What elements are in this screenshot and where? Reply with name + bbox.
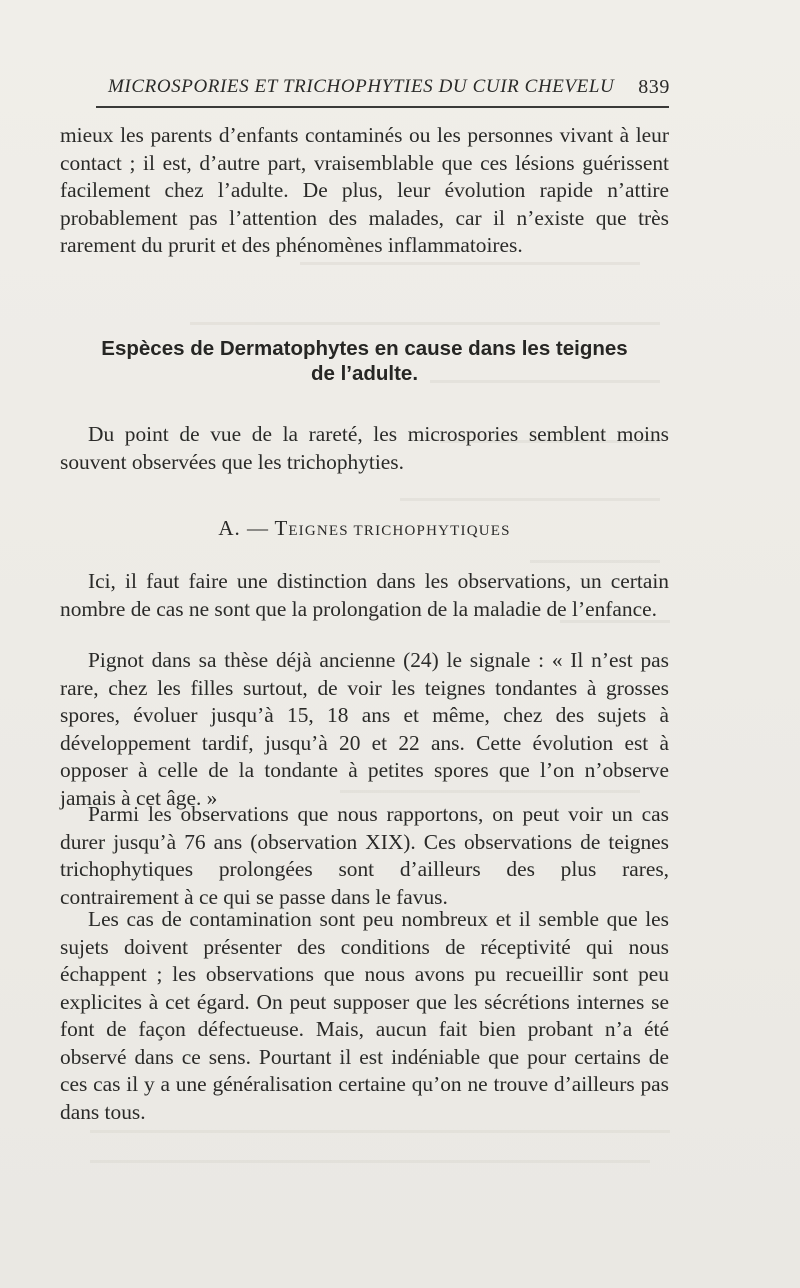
section-paragraph: Du point de vue de la rareté, les microspories semblent moins souvent observées que les trichophyties. <box>60 422 669 474</box>
paragraph-4: Les cas de contamination sont peu nombreux et il semble que les sujets doivent présenter des conditions de réceptivité qui nous échappent ; les observations que nous avons pu recueillir sont peu explicites à cet égard. On peut supposer que les sécrétions internes se font de façon défectueuse. Mais, aucun fait bien probant n’a été observé dans ce sens. Pourtant il est indéniable que pour certains de ces cas il y a une généralisation certaine qu’on ne trouve d’ailleurs pas dans tous. <box>60 907 669 1124</box>
paragraph-2: Pignot dans sa thèse déjà ancienne (24) le signale : « Il n’est pas rare, chez les filles surtout, de voir les teignes tondantes à grosses spores, évoluer jusqu’à 15, 18 ans et même, chez des sujets à développement tardif, jusqu’à 20 et 22 ans. Cette évolution est à opposer à celle de la tondante à petites spores que l’on n’observe jamais à cet âge. » <box>60 648 669 810</box>
subsection-word: EIGNES TRICHOPHYTIQUES <box>288 523 511 539</box>
subsection-title <box>60 516 669 541</box>
page-number: 839 <box>638 76 670 98</box>
subsection-letter: A. — <box>218 516 269 540</box>
section-title-line-2: de l’adulte. <box>310 362 419 385</box>
section-title <box>60 336 669 386</box>
intro-paragraph: mieux les parents d’enfants contaminés ou les personnes vivant à leur contact ; il est, d’autre part, vraisemblable que ces lésions guérissent facilement chez l’adulte. De plus, leur évolution rapide n’attire probablement pas l’attention des malades, car il n’existe que très rarement du prurit et des phénomènes inflammatoires. <box>60 123 669 257</box>
header-rule <box>96 106 669 108</box>
paragraph-1: Ici, il faut faire une distinction dans les observations, un certain nombre de cas ne sont que la prolongation de la maladie de l’enfance. <box>60 569 669 621</box>
running-header-title: MICROSPORIES ET TRICHOPHYTIES DU CUIR CHEVELU <box>108 76 615 97</box>
paragraph-3: Parmi les observations que nous rapportons, on peut voir un cas durer jusqu’à 76 ans (observation XIX). Ces observations de teignes trichophytiques prolongées sont d’ailleurs des plus rares, contrairement à ce qui se passe dans le favus. <box>60 802 669 909</box>
section-title-line-1: Espèces de Dermatophytes en cause dans les teignes <box>101 337 628 360</box>
subsection-initial: T <box>274 516 289 540</box>
running-header <box>108 72 668 102</box>
